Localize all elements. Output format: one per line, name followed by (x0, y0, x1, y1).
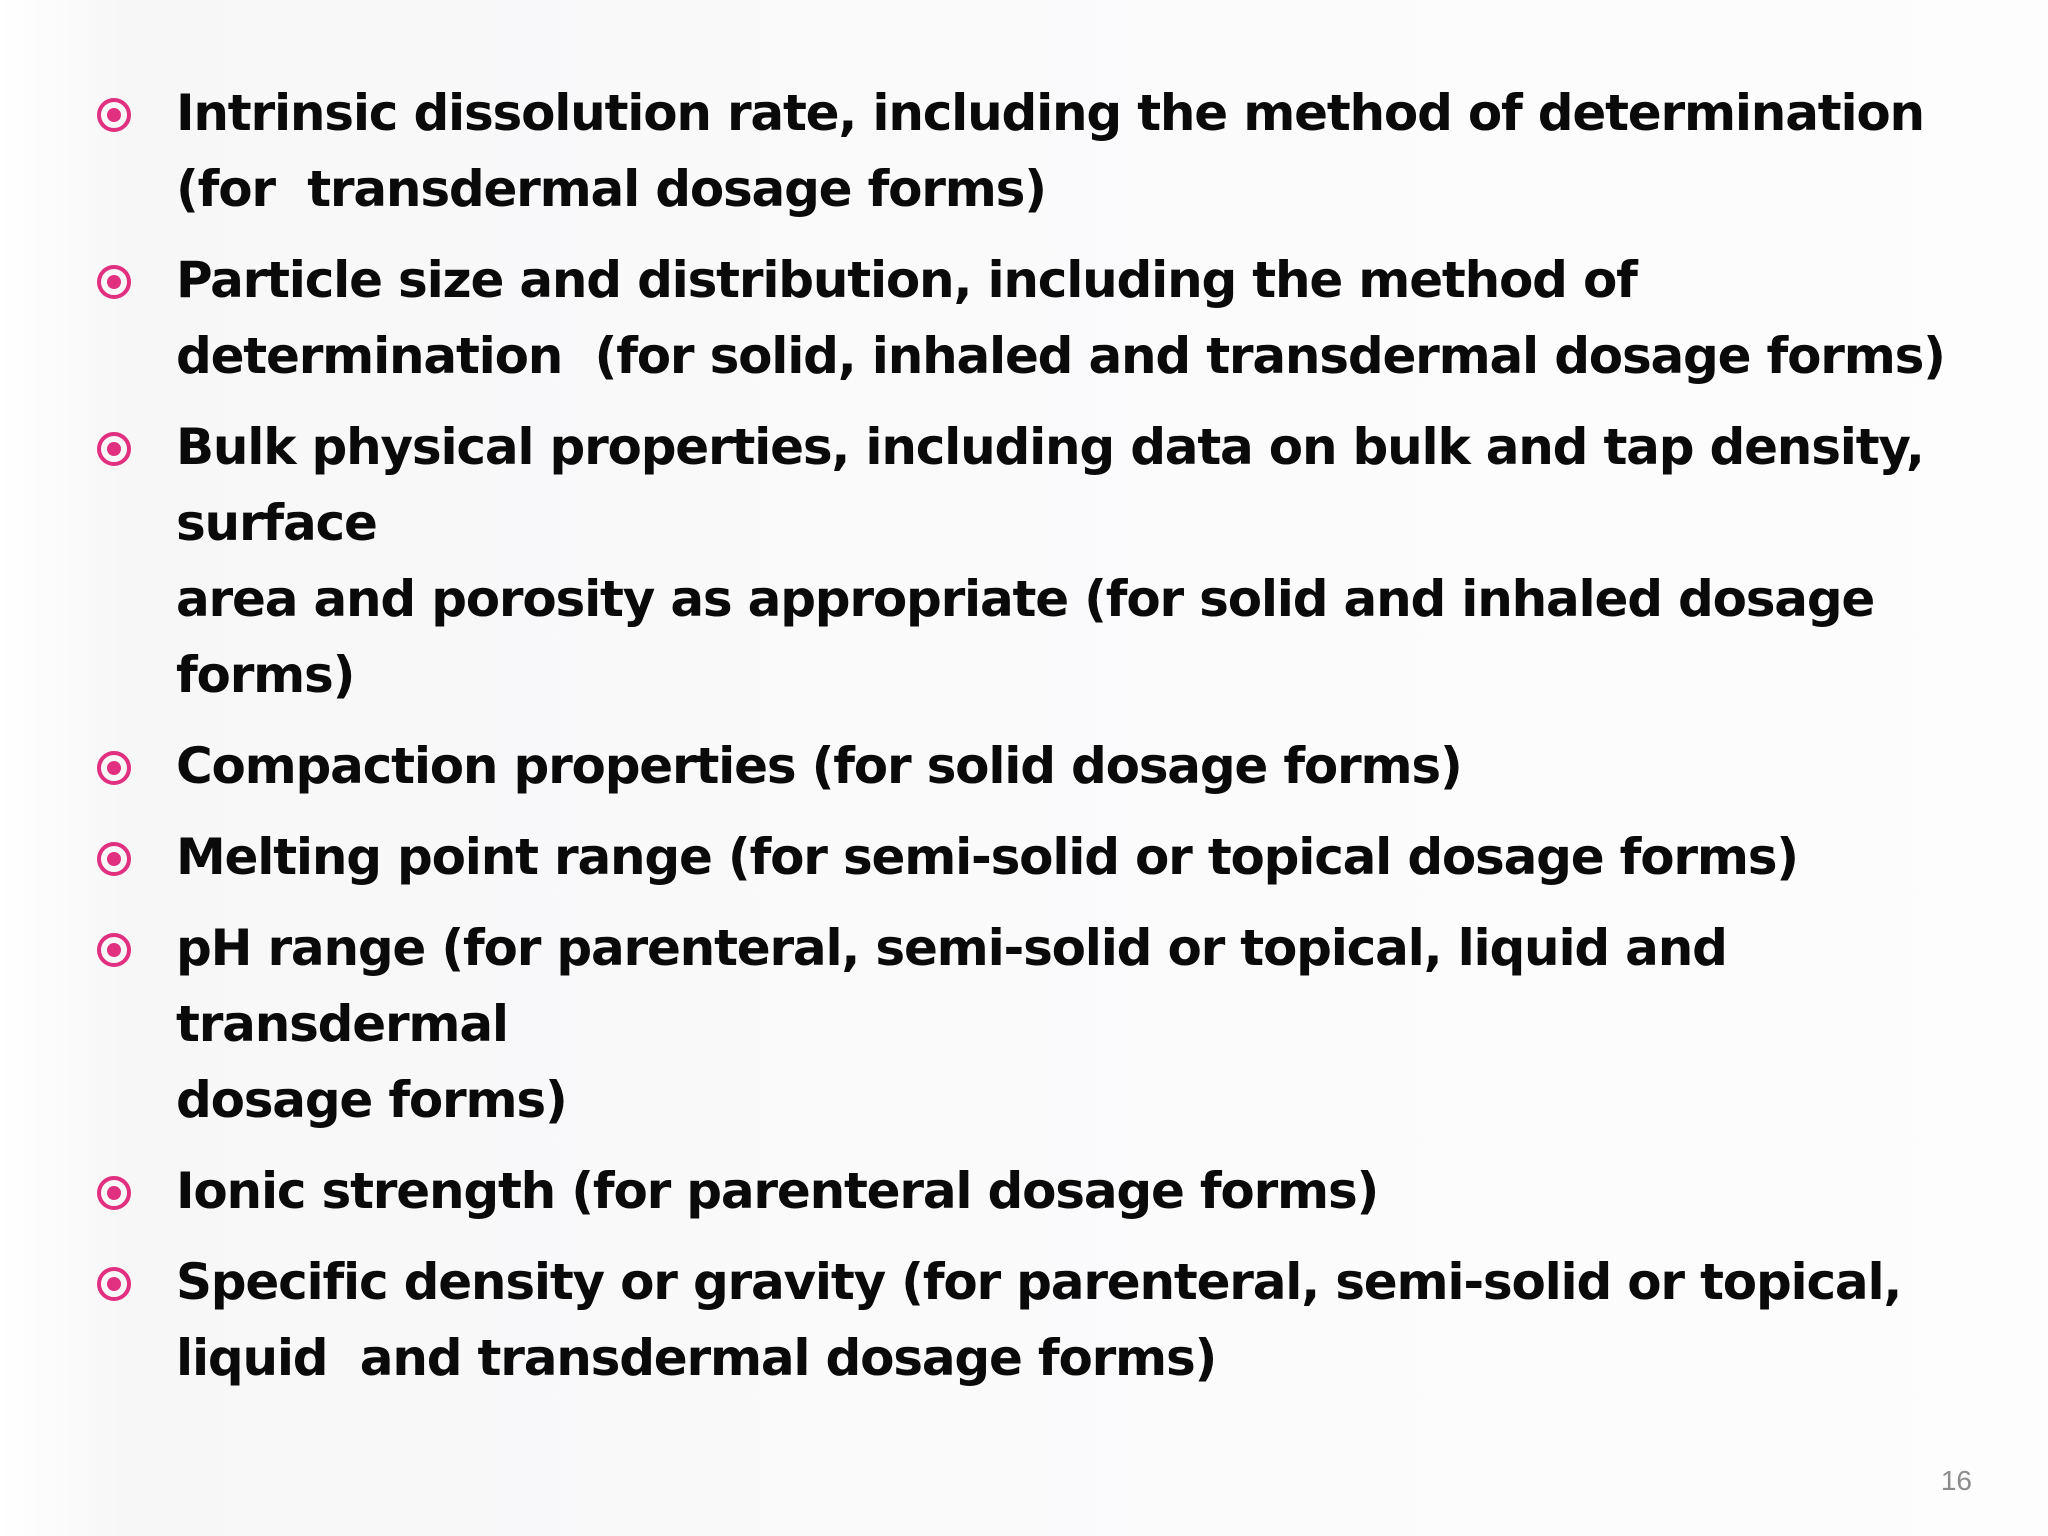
bullet-line: Melting point range (for semi-solid or topical dosage forms) (176, 828, 1798, 886)
bullet-item-melting-point (0, 819, 2048, 895)
circled-dot-icon (95, 1265, 133, 1303)
bullet-item-intrinsic-dissolution (0, 75, 2048, 227)
bullet-text (176, 409, 1996, 713)
circled-dot-icon (95, 749, 133, 787)
bullet-item-compaction (0, 728, 2048, 804)
circled-dot-icon (95, 931, 133, 969)
circled-dot-icon (95, 1174, 133, 1212)
bullet-line: Specific density or gravity (for parenteral, semi-solid or topical, (176, 1253, 1902, 1311)
circled-dot-icon (95, 430, 133, 468)
circled-dot-icon (95, 96, 133, 134)
bullet-line: forms) (176, 646, 355, 704)
bullet-item-particle-size (0, 242, 2048, 394)
bullet-line: (for transdermal dosage forms) (176, 160, 1046, 218)
bullet-line: pH range (for parenteral, semi-solid or topical, liquid and (176, 919, 1727, 977)
bullet-text (176, 1153, 1996, 1229)
bullet-line: Bulk physical properties, including data on bulk and tap density, (176, 418, 1924, 476)
bullet-line: area and porosity as appropriate (for solid and inhaled dosage (176, 570, 1875, 628)
bullet-line: Ionic strength (for parenteral dosage forms) (176, 1162, 1379, 1220)
bullet-text (176, 75, 1996, 227)
bullet-text (176, 910, 1996, 1138)
bullet-item-specific-density (0, 1244, 2048, 1396)
bullet-text (176, 819, 1996, 895)
bullet-line: surface (176, 494, 377, 552)
bullet-list (0, 75, 2048, 1411)
bullet-item-bulk-physical (0, 409, 2048, 713)
page-number: 16 (1940, 1465, 1972, 1496)
bullet-text (176, 1244, 1996, 1396)
bullet-line: Compaction properties (for solid dosage forms) (176, 737, 1462, 795)
bullet-item-ionic-strength (0, 1153, 2048, 1229)
bullet-text (176, 728, 1996, 804)
circled-dot-icon (95, 263, 133, 301)
bullet-text (176, 242, 1996, 394)
bullet-item-ph-range (0, 910, 2048, 1138)
bullet-line: liquid and transdermal dosage forms) (176, 1329, 1217, 1387)
bullet-line: Particle size and distribution, including the method of (176, 251, 1637, 309)
bullet-line: dosage forms) (176, 1071, 567, 1129)
bullet-line: transdermal (176, 995, 508, 1053)
circled-dot-icon (95, 840, 133, 878)
bullet-line: Intrinsic dissolution rate, including the method of determination (176, 84, 1924, 142)
bullet-line: determination (for solid, inhaled and transdermal dosage forms) (176, 327, 1945, 385)
